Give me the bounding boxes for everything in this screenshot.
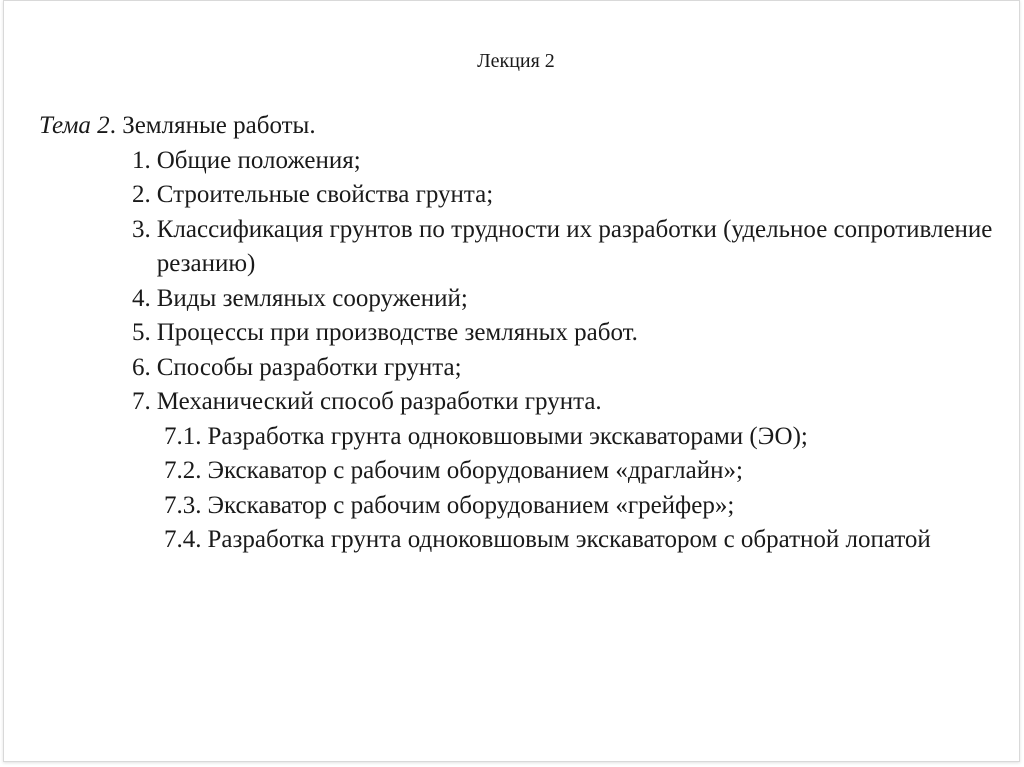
outline-list <box>39 144 999 558</box>
outline-item-text: Строительные свойства грунта; <box>156 181 494 208</box>
outline-item-text: Экскаватор с рабочим оборудованием «грейфер»; <box>207 491 735 519</box>
slide-content <box>39 109 999 558</box>
outline-item-text: Экскаватор с рабочим оборудованием «драглайн»; <box>207 457 743 484</box>
outline-item-number: 7. <box>132 388 151 415</box>
outline-item-3 <box>39 213 999 282</box>
outline-item-number: 7.4. <box>164 526 202 553</box>
outline-item-number: 7.1. <box>164 422 202 450</box>
outline-subitem-7-1 <box>39 420 999 455</box>
outline-item-text: Общие положения; <box>156 146 361 174</box>
outline-item-number: 6. <box>132 353 151 381</box>
topic-prefix: Тема 2 <box>39 112 110 139</box>
outline-subitem-7-2 <box>39 454 999 489</box>
topic-title: Земляные работы. <box>122 112 316 139</box>
outline-item-number: 2. <box>132 181 151 208</box>
outline-item-number: 3. <box>132 215 151 243</box>
outline-item-text: Способы разработки грунта; <box>156 353 462 381</box>
lecture-title: Лекция 2 <box>477 50 555 72</box>
outline-subitem-7-3 <box>39 489 999 524</box>
outline-item-text: Разработка грунта одноковшовыми экскаваторами (ЭО); <box>207 422 808 450</box>
topic-separator: . <box>109 112 123 139</box>
outline-item-6 <box>39 351 999 386</box>
outline-item-number: 7.3. <box>164 491 202 519</box>
outline-subitem-7-4 <box>39 523 999 558</box>
outline-item-7 <box>39 385 999 420</box>
outline-item-text: Виды земляных сооружений; <box>156 284 468 312</box>
outline-item-2 <box>39 178 999 213</box>
topic-heading <box>39 109 999 144</box>
outline-item-1 <box>39 144 999 179</box>
outline-item-4 <box>39 282 999 317</box>
outline-item-number: 4. <box>132 284 151 312</box>
outline-item-number: 5. <box>132 319 151 346</box>
outline-item-text: Процессы при производстве земляных работ. <box>156 319 638 346</box>
outline-item-number: 7.2. <box>164 457 202 484</box>
outline-item-text: Разработка грунта одноковшовым экскаватором с обратной лопатой <box>207 526 931 553</box>
outline-item-text: Механический способ разработки грунта. <box>156 388 602 415</box>
outline-item-number: 1. <box>132 146 151 174</box>
outline-item-text: Классификация грунтов по трудности их разработки (удельное сопротивление резанию) <box>156 215 993 277</box>
slide <box>3 0 1020 762</box>
outline-item-5 <box>39 316 999 351</box>
